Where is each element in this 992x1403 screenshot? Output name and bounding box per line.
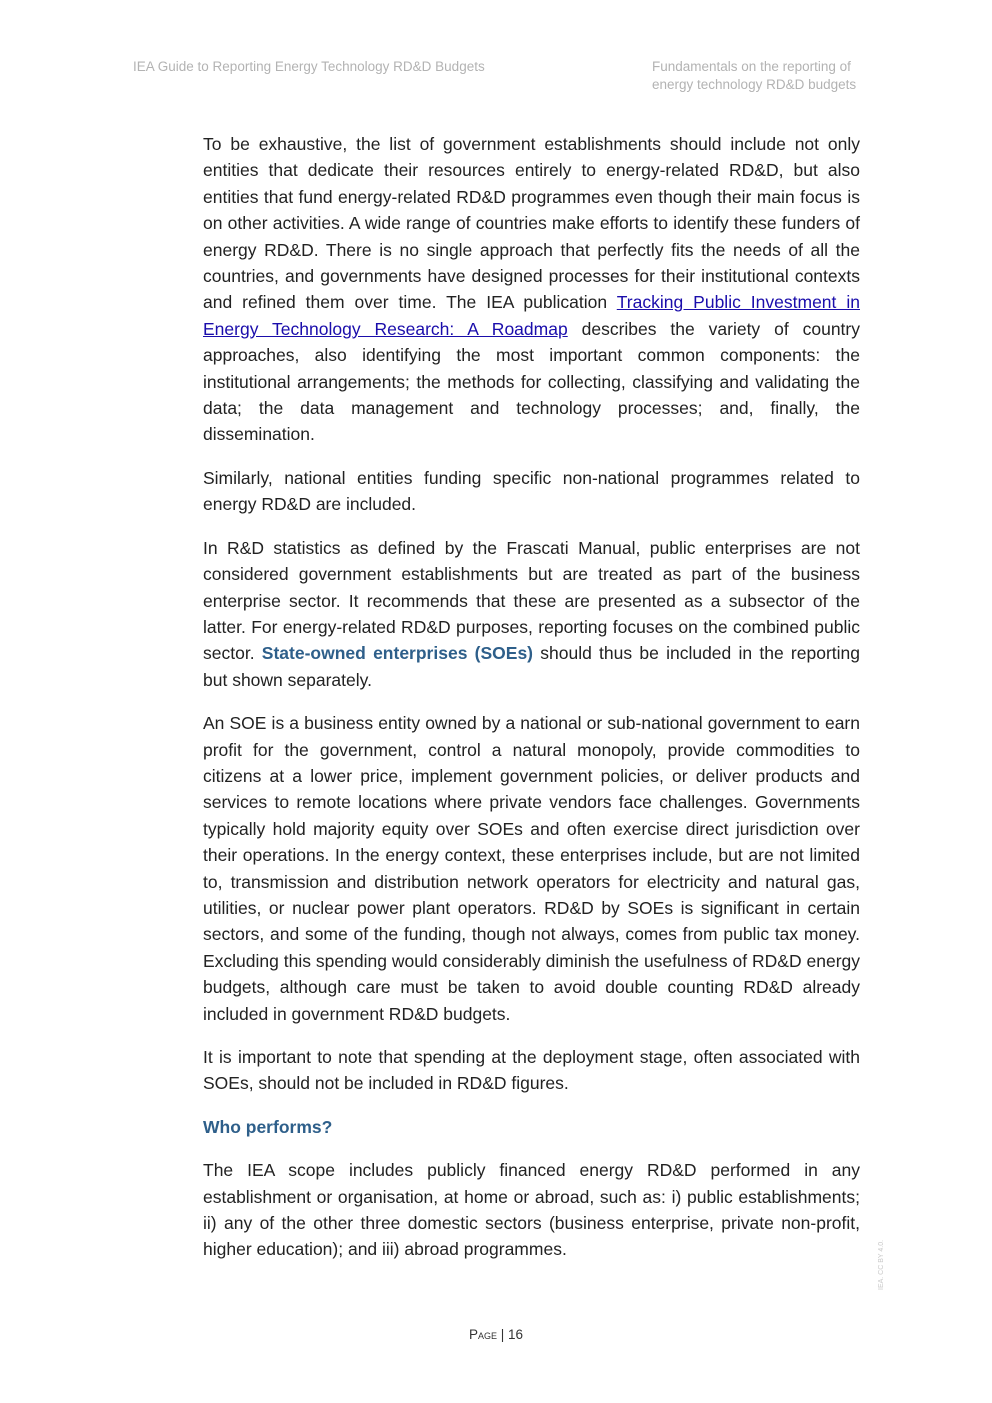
running-header-section-line2: energy technology RD&D budgets bbox=[652, 77, 857, 92]
paragraph-iea-scope: The IEA scope includes publicly financed energy RD&D performed in any establishment or organisation, at home or abroad, such as: i) public establishments; ii) any of the other three domestic sectors (business enterprise, private non-profit, higher education); and iii) abroad programmes. bbox=[203, 1160, 860, 1260]
paragraph-text: To be exhaustive, the list of government establishments should include not only entities that dedicate their resources entirely to energy-related RD&D, but also entities that fund energy-related RD&D programmes even though their main focus is on other activities. A wide range of countries make efforts to identify these funders of energy RD&D. There is no single approach that perfectly fits the needs of all the countries, and governments have designed processes for their institutional contexts and refined them over time. The IEA publication bbox=[203, 134, 860, 313]
paragraph-deployment-stage: It is important to note that spending at the deployment stage, often associated with SOEs, should not be included in RD&D figures. bbox=[203, 1047, 860, 1094]
section-heading-who-performs: Who performs? bbox=[203, 1116, 333, 1137]
running-header-section-line1: Fundamentals on the reporting of bbox=[652, 59, 851, 74]
soe-emphasis: State-owned enterprises (SOEs) bbox=[261, 643, 534, 664]
license-mark: IEA. CC BY 4.0. bbox=[878, 1239, 885, 1290]
page-footer bbox=[0, 1327, 992, 1342]
paragraph-text: describes the variety of country approaches, also identifying the most important common components: the institutional arrangements; the methods for collecting, classifying and validating the data; the data management and technology processes; and, finally, the dissemination. bbox=[203, 318, 860, 445]
paragraph-soe-definition: An SOE is a business entity owned by a national or sub-national government to earn profit for the government, control a natural monopoly, provide commodities to citizens at a lower price, implement government policies, or deliver products and services to remote locations where private vendors face challenges. Governments typically hold majority equity over SOEs and often exercise direct jurisdiction over their operations. In the energy context, these enterprises include, but are not limited to, transmission and distribution network operators for electricity and natural gas, utilities, or nuclear power plant operators. RD&D by SOEs is significant in certain sectors, and some of the funding, though not always, comes from public tax money. Excluding this spending would considerably diminish the usefulness of RD&D energy budgets, although care must be taken to avoid double counting RD&D already included in government RD&D budgets. bbox=[203, 713, 860, 1024]
paragraph-text: In R&D statistics as defined by the Frascati Manual, public enterprises are not considered government establishments but are treated as part of the business enterprise sector. It recommends that these are presented as a subsector of the latter. For energy-related RD&D purposes, reporting focuses on the combined public sector. bbox=[203, 537, 860, 664]
paragraph-non-national-programmes: Similarly, national entities funding specific non-national programmes related to energy RD&D are included. bbox=[203, 467, 860, 515]
page-separator: | bbox=[496, 1327, 508, 1342]
page-body bbox=[203, 131, 860, 1280]
page-label: Page bbox=[468, 1327, 497, 1342]
running-header-title: IEA Guide to Reporting Energy Technology RD&D Budgets bbox=[133, 59, 485, 74]
paragraph-public-enterprises bbox=[203, 535, 860, 693]
paragraph-government-establishments bbox=[203, 131, 860, 448]
roadmap-publication-link[interactable]: Tracking Public Investment in Energy Technology Research: A Roadmap bbox=[203, 292, 860, 339]
paragraph-text: should thus be included in the reporting but shown separately. bbox=[203, 643, 860, 690]
running-header-section bbox=[652, 58, 872, 94]
page-number: 16 bbox=[508, 1327, 524, 1342]
